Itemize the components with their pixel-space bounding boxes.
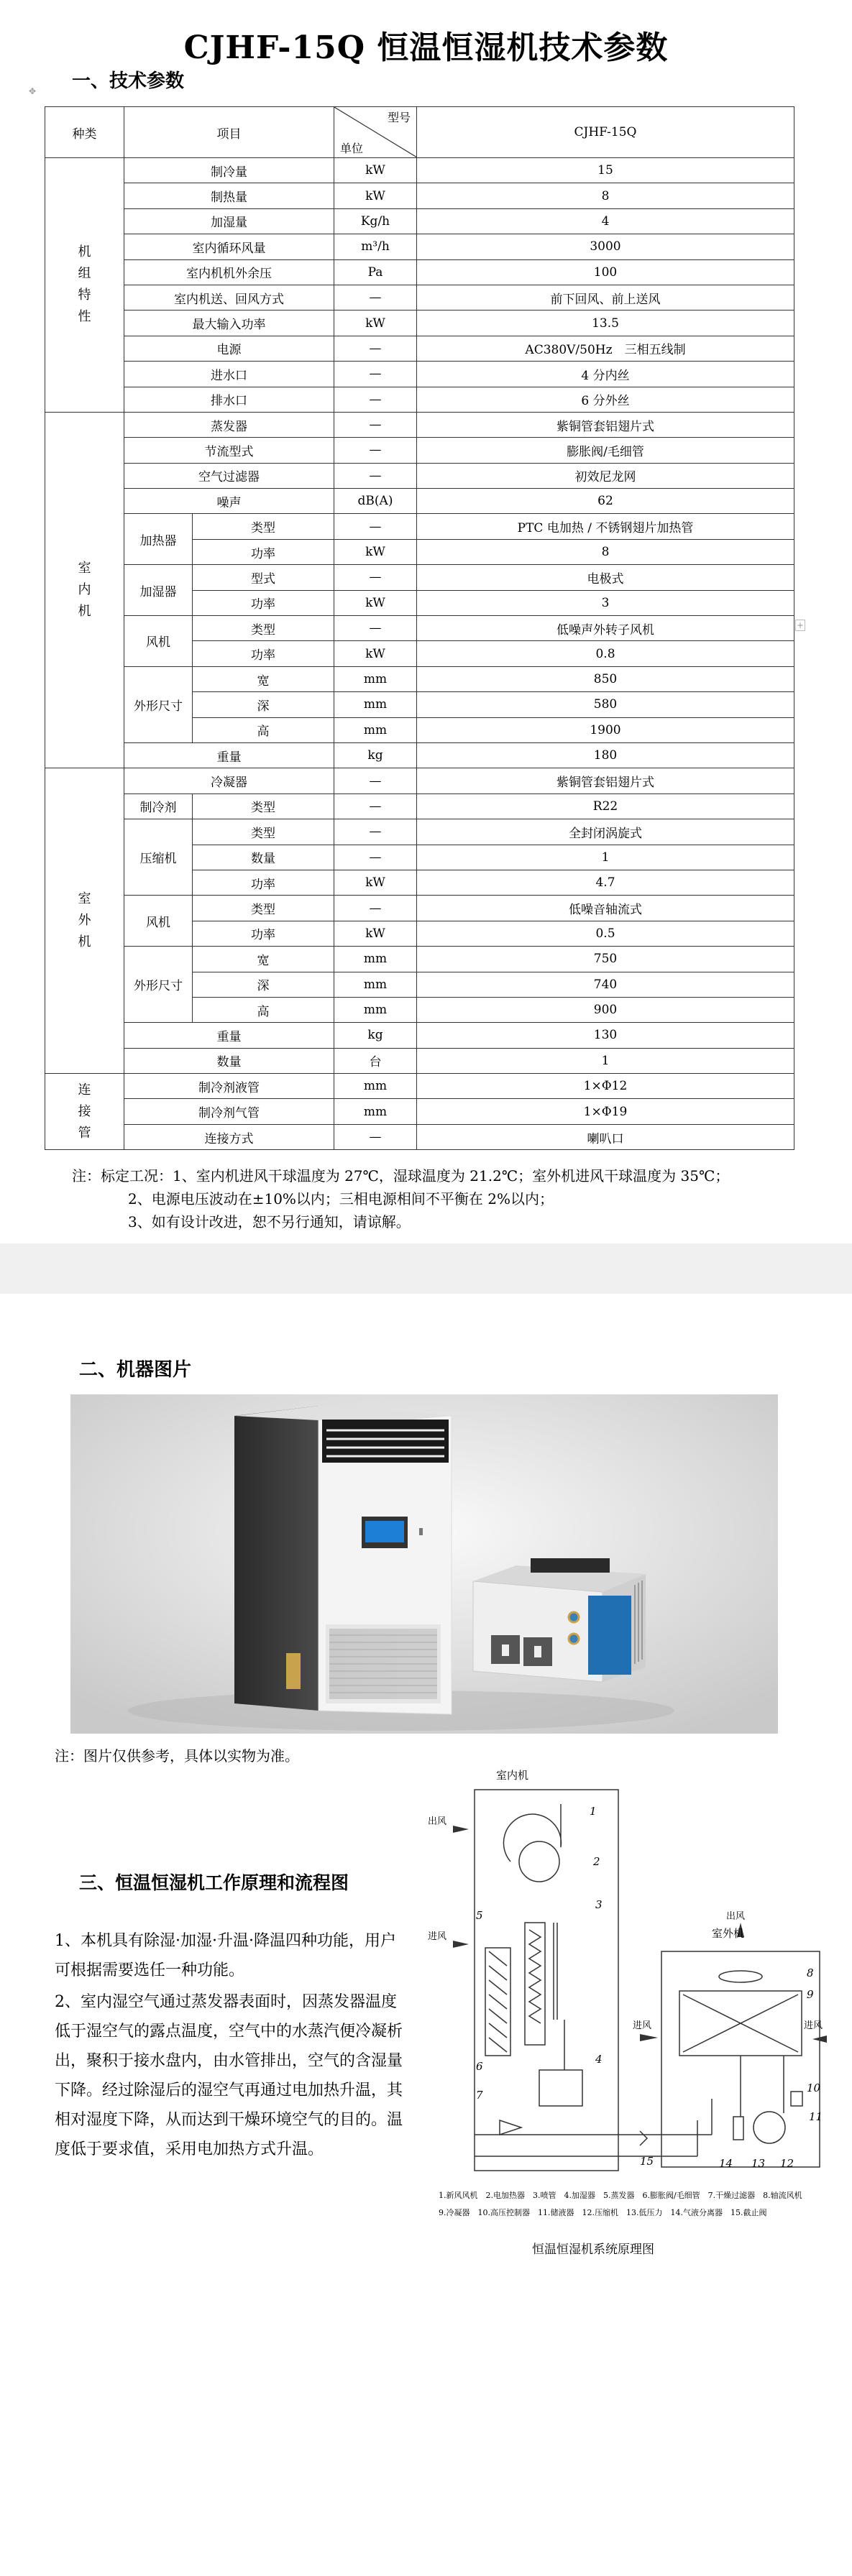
cell-item: 冷凝器 <box>124 768 334 794</box>
cell-unit: — <box>334 768 417 794</box>
cell-item: 重量 <box>124 742 334 768</box>
cell-value: 0.5 <box>417 921 794 946</box>
num-12: 12 <box>780 2157 794 2170</box>
table-row <box>45 183 794 208</box>
num-2: 2 <box>593 1855 600 1868</box>
cell-unit: kW <box>334 310 417 336</box>
cell-unit: — <box>334 896 417 921</box>
table-row <box>45 1048 794 1073</box>
cell-item: 空气过滤器 <box>124 463 334 488</box>
cell-value: 180 <box>417 742 794 768</box>
cell-value: 15 <box>417 158 794 183</box>
cell-item: 进水口 <box>124 362 334 387</box>
cell-unit: kW <box>334 539 417 564</box>
photo-caption: 注：图片仅供参考，具体以实物为准。 <box>55 1747 299 1765</box>
cell-unit: — <box>334 819 417 845</box>
cell-subgroup: 加湿器 <box>124 565 193 616</box>
cell-value: AC380V/50Hz 三相五线制 <box>417 336 794 361</box>
cell-unit: mm <box>334 666 417 691</box>
cell-item: 类型 <box>193 819 334 845</box>
control-screen <box>365 1521 404 1542</box>
cell-value: 4.7 <box>417 870 794 895</box>
table-row <box>45 1023 794 1048</box>
label-out-air: 出风 <box>428 1816 447 1827</box>
num-10: 10 <box>807 2082 821 2094</box>
table-row <box>45 158 794 183</box>
cell-unit: Kg/h <box>334 208 417 234</box>
cell-item: 连接方式 <box>124 1124 334 1149</box>
num-9: 9 <box>807 1988 814 2001</box>
cell-value: 1×Φ12 <box>417 1074 794 1099</box>
cell-subgroup: 加热器 <box>124 514 193 565</box>
label-outdoor: 室外机 <box>712 1927 745 1940</box>
cell-item: 类型 <box>193 896 334 921</box>
header-unit: 单位 <box>340 142 364 155</box>
section-heading-photo: 二、机器图片 <box>79 1359 192 1381</box>
note-2: 2、电源电压波动在±10%以内；三相电源相间不平衡在 2%以内； <box>128 1190 554 1208</box>
note-3: 3、如有设计改进，恕不另行通知，请谅解。 <box>128 1213 411 1230</box>
header-item: 项目 <box>124 107 334 158</box>
cell-unit: kW <box>334 183 417 208</box>
cell-item: 高 <box>193 717 334 742</box>
cell-value: 前下回风、前上送风 <box>417 285 794 310</box>
header-model: 型号 <box>387 111 411 124</box>
num-7: 7 <box>476 2089 483 2102</box>
table-row <box>45 565 794 590</box>
cell-value: 低噪音轴流式 <box>417 896 794 921</box>
machine-illustration <box>70 1394 778 1734</box>
cell-item: 制冷剂液管 <box>124 1074 334 1099</box>
cell-unit: — <box>334 1124 417 1149</box>
group-outdoor: 室外机 <box>45 768 124 1074</box>
num-1: 1 <box>590 1805 597 1818</box>
group-unit: 机组特性 <box>45 158 124 413</box>
spec-table <box>45 106 794 1150</box>
cell-unit: m³/h <box>334 234 417 259</box>
cell-subgroup: 外形尺寸 <box>124 666 193 742</box>
cell-value: 100 <box>417 259 794 285</box>
cell-unit: — <box>334 616 417 641</box>
table-row <box>45 742 794 768</box>
cell-item: 功率 <box>193 539 334 564</box>
cell-item: 节流型式 <box>124 438 334 463</box>
cell-value: 1 <box>417 1048 794 1073</box>
cell-unit: kg <box>334 742 417 768</box>
cell-value: 1 <box>417 845 794 870</box>
cell-subgroup: 制冷剂 <box>124 794 193 819</box>
cell-unit: — <box>334 285 417 310</box>
table-row <box>45 438 794 463</box>
cell-value: 850 <box>417 666 794 691</box>
num-6: 6 <box>476 2060 483 2073</box>
table-row <box>45 362 794 387</box>
cell-item: 室内机送、回风方式 <box>124 285 334 310</box>
cell-item: 数量 <box>193 845 334 870</box>
num-14: 14 <box>719 2157 733 2170</box>
cell-subgroup: 压缩机 <box>124 819 193 896</box>
doc-title: CJHF-15Q 恒温恒湿机技术参数 <box>183 29 669 66</box>
cell-unit: mm <box>334 717 417 742</box>
table-row <box>45 1074 794 1099</box>
num-11: 11 <box>809 2110 823 2123</box>
cell-unit: 台 <box>334 1048 417 1073</box>
system-diagram <box>424 1761 834 2278</box>
table-row <box>45 387 794 412</box>
cell-unit: kW <box>334 921 417 946</box>
cell-value: 750 <box>417 947 794 972</box>
cell-unit: kW <box>334 590 417 615</box>
cell-subgroup: 外形尺寸 <box>124 947 193 1023</box>
cell-unit: mm <box>334 692 417 717</box>
cell-unit: — <box>334 362 417 387</box>
table-row <box>45 666 794 691</box>
table-row <box>45 310 794 336</box>
label-indoor: 室内机 <box>496 1769 529 1782</box>
cell-item: 制热量 <box>124 183 334 208</box>
cell-unit: mm <box>334 972 417 997</box>
cell-item: 室内机机外余压 <box>124 259 334 285</box>
cell-value: 8 <box>417 183 794 208</box>
cell-value: 紫铜管套铝翅片式 <box>417 412 794 437</box>
cell-item: 蒸发器 <box>124 412 334 437</box>
table-row <box>45 285 794 310</box>
num-3: 3 <box>595 1898 603 1911</box>
cell-value: 低噪声外转子风机 <box>417 616 794 641</box>
section-heading-principle: 三、恒温恒湿机工作原理和流程图 <box>79 1872 349 1893</box>
table-row <box>45 208 794 234</box>
label-in-air: 进风 <box>428 1931 447 1942</box>
cell-item: 功率 <box>193 641 334 666</box>
cell-item: 重量 <box>124 1023 334 1048</box>
cell-item: 电源 <box>124 336 334 361</box>
cell-item: 深 <box>193 692 334 717</box>
cell-unit: — <box>334 514 417 539</box>
table-row <box>45 768 794 794</box>
cell-value: R22 <box>417 794 794 819</box>
cell-item: 噪声 <box>124 489 334 514</box>
cell-item: 功率 <box>193 870 334 895</box>
cell-item: 室内循环风量 <box>124 234 334 259</box>
table-row <box>45 336 794 361</box>
add-row-handle-icon[interactable]: + <box>796 620 805 630</box>
cell-value: 130 <box>417 1023 794 1048</box>
cell-item: 型式 <box>193 565 334 590</box>
table-header-row <box>45 107 794 158</box>
cell-item: 数量 <box>124 1048 334 1073</box>
cell-unit: kg <box>334 1023 417 1048</box>
header-model-unit <box>334 107 417 158</box>
notes <box>72 1164 729 1233</box>
cell-unit: — <box>334 387 417 412</box>
cell-value: 580 <box>417 692 794 717</box>
cell-item: 加湿量 <box>124 208 334 234</box>
table-row <box>45 896 794 921</box>
num-5: 5 <box>476 1909 483 1922</box>
cell-unit: mm <box>334 1099 417 1124</box>
schematic-drawing <box>424 1761 834 2278</box>
table-row <box>45 234 794 259</box>
label-in-air-right: 进风 <box>804 2020 823 2031</box>
table-row <box>45 514 794 539</box>
cell-value: 4 <box>417 208 794 234</box>
table-row <box>45 1124 794 1149</box>
page-2 <box>0 1294 852 2576</box>
diagram-caption: 恒温恒湿机系统原理图 <box>532 2242 654 2257</box>
table-row <box>45 463 794 488</box>
cell-unit: Pa <box>334 259 417 285</box>
cell-item: 功率 <box>193 921 334 946</box>
cell-item: 功率 <box>193 590 334 615</box>
cell-item: 类型 <box>193 514 334 539</box>
label-in-air-left: 进风 <box>633 2020 652 2031</box>
cell-value: PTC 电加热 / 不锈钢翅片加热管 <box>417 514 794 539</box>
cell-unit: — <box>334 565 417 590</box>
cell-unit: — <box>334 845 417 870</box>
cell-unit: — <box>334 794 417 819</box>
paragraph-2: 2、室内湿空气通过蒸发器表面时，因蒸发器温度低于湿空气的露点温度，空气中的水蒸汽便冷凝析出，聚积于接水盘内，由水管排出，空气的含湿量下降。经过除湿后的湿空气再通过电加热升温，其相对湿度下降，从而达到干燥环境空气的目的。温度低于要求值，采用电加热方式升温。 <box>55 1993 403 2158</box>
group-indoor: 室内机 <box>45 412 124 768</box>
cell-unit: mm <box>334 1074 417 1099</box>
cell-unit: — <box>334 463 417 488</box>
cell-value: 紫铜管套铝翅片式 <box>417 768 794 794</box>
table-row <box>45 489 794 514</box>
cell-value: 全封闭涡旋式 <box>417 819 794 845</box>
note-1: 注：标定工况：1、室内机进风干球温度为 27℃，湿球温度为 21.2℃；室外机进风干球温度为 35℃； <box>72 1167 730 1184</box>
cell-value: 6 分外丝 <box>417 387 794 412</box>
table-move-handle-icon[interactable]: ✥ <box>29 86 37 96</box>
page-1 <box>0 0 852 1243</box>
cell-value: 膨胀阀/毛细管 <box>417 438 794 463</box>
cell-item: 深 <box>193 972 334 997</box>
cell-unit: kW <box>334 641 417 666</box>
cell-value: 喇叭口 <box>417 1124 794 1149</box>
cell-subgroup: 风机 <box>124 896 193 947</box>
cell-value: 740 <box>417 972 794 997</box>
cell-item: 高 <box>193 997 334 1022</box>
cell-subgroup: 风机 <box>124 616 193 667</box>
cell-unit: — <box>334 412 417 437</box>
table-row <box>45 819 794 845</box>
cell-value: 3 <box>417 590 794 615</box>
cell-item: 宽 <box>193 666 334 691</box>
cell-item: 类型 <box>193 794 334 819</box>
num-13: 13 <box>751 2157 766 2170</box>
cell-value: 0.8 <box>417 641 794 666</box>
cell-item: 最大输入功率 <box>124 310 334 336</box>
section-heading-specs: 一、技术参数 <box>72 70 185 92</box>
machine-photo <box>70 1394 778 1734</box>
cell-value: 8 <box>417 539 794 564</box>
table-row <box>45 947 794 972</box>
cell-value: 电极式 <box>417 565 794 590</box>
cell-item: 宽 <box>193 947 334 972</box>
cell-value: 4 分内丝 <box>417 362 794 387</box>
table-row <box>45 259 794 285</box>
legend-line-2: 9.冷凝器 10.高压控制器 11.储液器 12.压缩机 13.低压力 14.气液分离器 15.截止阀 <box>439 2208 767 2217</box>
num-8: 8 <box>807 1966 814 1979</box>
cell-value: 1×Φ19 <box>417 1099 794 1124</box>
cell-value: 62 <box>417 489 794 514</box>
num-15: 15 <box>640 2155 654 2168</box>
cell-value: 初效尼龙网 <box>417 463 794 488</box>
cell-unit: dB(A) <box>334 489 417 514</box>
cell-item: 制冷量 <box>124 158 334 183</box>
cell-item: 制冷剂气管 <box>124 1099 334 1124</box>
cell-value: 13.5 <box>417 310 794 336</box>
cell-unit: kW <box>334 158 417 183</box>
table-row <box>45 1099 794 1124</box>
paragraph-1: 1、本机具有除湿·加湿·升温·降温四种功能，用户可根据需要选任一种功能。 <box>55 1932 396 1979</box>
cell-value: 900 <box>417 997 794 1022</box>
table-row <box>45 794 794 819</box>
table-row <box>45 616 794 641</box>
cell-unit: — <box>334 438 417 463</box>
cell-item: 类型 <box>193 616 334 641</box>
num-4: 4 <box>595 2053 603 2066</box>
header-value: CJHF-15Q <box>417 107 794 158</box>
cell-value: 1900 <box>417 717 794 742</box>
group-connection: 连接管 <box>45 1074 124 1150</box>
cell-value: 3000 <box>417 234 794 259</box>
cell-item: 排水口 <box>124 387 334 412</box>
cell-unit: mm <box>334 947 417 972</box>
legend-line-1: 1.新风风机 2.电加热器 3.喷管 4.加湿器 5.蒸发器 6.膨胀阀/毛细管 7.干燥过滤器 8.轴流风机 <box>439 2191 802 2200</box>
cell-unit: mm <box>334 997 417 1022</box>
label-out-air-outdoor: 出风 <box>726 1911 746 1922</box>
cell-unit: — <box>334 336 417 361</box>
header-category: 种类 <box>45 107 124 158</box>
cell-unit: kW <box>334 870 417 895</box>
table-row <box>45 412 794 437</box>
